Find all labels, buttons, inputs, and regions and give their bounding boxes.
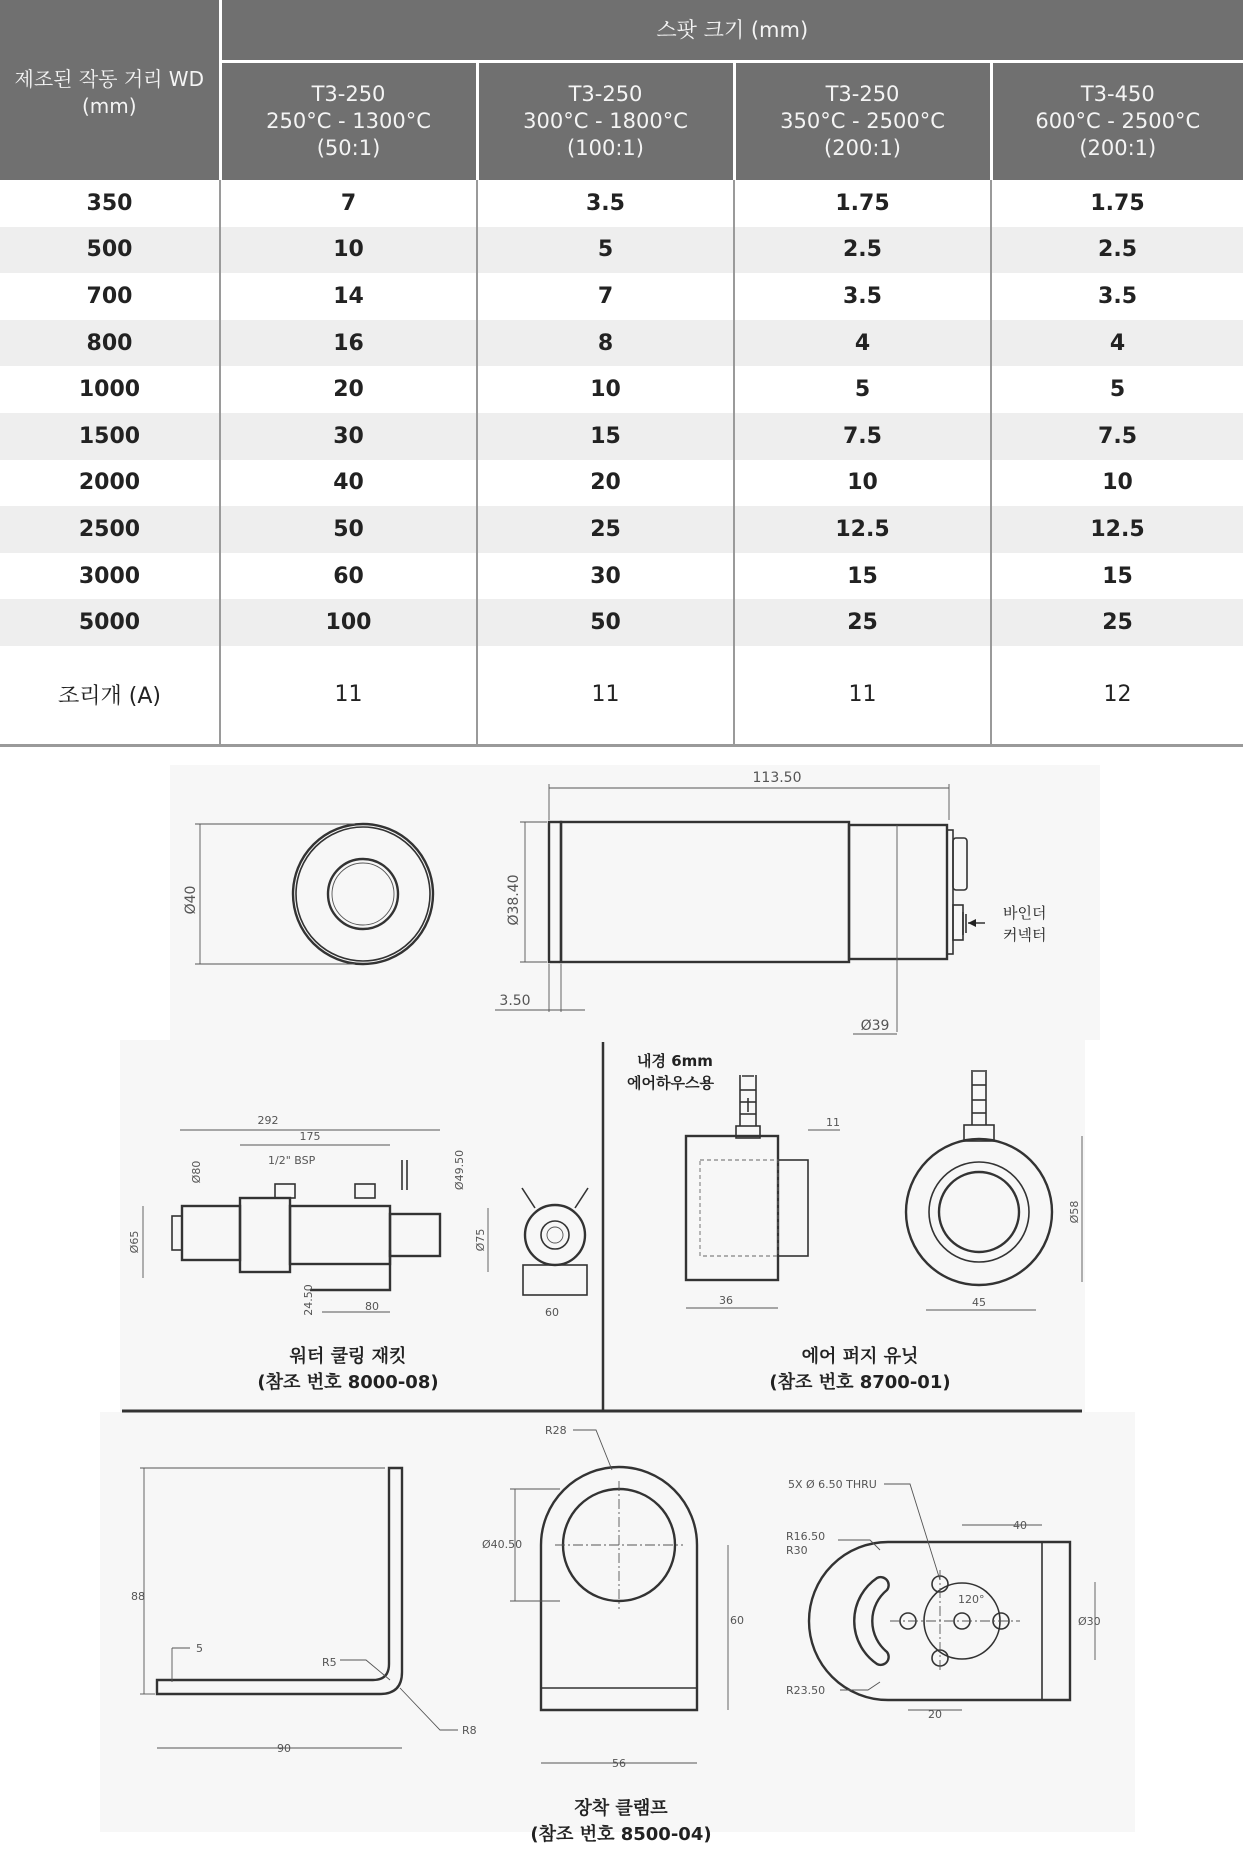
mc-d30: Ø30 (1078, 1615, 1101, 1628)
mc-r30: R30 (786, 1544, 808, 1557)
table-row: 800 16 8 4 4 (0, 320, 1243, 367)
mc-caption-2: (참조 번호 8500-04) (530, 1824, 712, 1845)
hose-label-2: 에어하우스용 (627, 1074, 714, 1092)
wj-caption-1: 워터 쿨링 재킷 (289, 1346, 407, 1367)
ap-d58: Ø58 (1068, 1200, 1081, 1224)
mc-caption-1: 장착 클램프 (574, 1798, 668, 1819)
dim-flange: 3.50 (499, 993, 531, 1009)
mc-r16: R16.50 (786, 1530, 826, 1543)
dim-rear-dia: Ø39 (860, 1018, 890, 1034)
wj-d65: Ø65 (128, 1230, 141, 1254)
mc-d40: Ø40.50 (482, 1538, 523, 1551)
mc-w20: 20 (928, 1708, 942, 1721)
table-row: 500 10 5 2.5 2.5 (0, 227, 1243, 274)
table-row: 2000 40 20 10 10 (0, 460, 1243, 507)
dim-front-dia: Ø40 (183, 885, 199, 915)
sensor-drawing-panel (170, 765, 1100, 1040)
table-row: 3000 60 30 15 15 (0, 553, 1243, 600)
ap-caption-2: (참조 번호 8700-01) (769, 1372, 951, 1393)
hose-label-1: 내경 6mm (637, 1052, 713, 1070)
ap-caption-1: 에어 퍼지 유닛 (801, 1346, 919, 1367)
mc-t5: 5 (196, 1642, 203, 1655)
mc-holes: 5X Ø 6.50 THRU (788, 1478, 877, 1491)
wd-header-line2: (mm) (81, 94, 137, 118)
mc-w90: 90 (277, 1742, 291, 1755)
ap-w36: 36 (719, 1294, 733, 1307)
aperture-row: 조리개 (A) 11 11 11 12 (0, 646, 1243, 746)
wj-d75: Ø75 (474, 1228, 487, 1252)
wd-header-line1: 제조된 작동 거리 WD (14, 67, 204, 91)
mc-a120: 120° (958, 1593, 985, 1606)
model-header: T3-250 350°C - 2500°C (200:1) (734, 62, 991, 181)
mc-r28: R28 (545, 1424, 567, 1437)
wj-caption-2: (참조 번호 8000-08) (257, 1372, 439, 1393)
mc-w56: 56 (612, 1757, 626, 1770)
table-row: 1500 30 15 7.5 7.5 (0, 413, 1243, 460)
mc-h60: 60 (730, 1614, 744, 1627)
table-row: 2500 50 25 12.5 12.5 (0, 506, 1243, 553)
wj-h24: 24.50 (302, 1284, 315, 1316)
ap-d11: 11 (826, 1116, 840, 1129)
model-header: T3-250 300°C - 1800°C (100:1) (477, 62, 734, 181)
mc-r8: R8 (462, 1724, 477, 1737)
table-row: 700 14 7 3.5 3.5 (0, 273, 1243, 320)
model-header: T3-450 600°C - 2500°C (200:1) (991, 62, 1243, 181)
mc-w40: 40 (1013, 1519, 1027, 1532)
table-row: 350 7 3.5 1.75 1.75 (0, 180, 1243, 227)
connector-label-2: 커넥터 (1003, 926, 1047, 944)
mc-r5: R5 (322, 1656, 337, 1669)
table-row: 1000 20 10 5 5 (0, 366, 1243, 413)
wj-w80: 80 (365, 1300, 379, 1313)
wj-thread: 1/2" BSP (268, 1154, 316, 1167)
wj-d80: Ø80 (190, 1160, 203, 1184)
spot-size-title: 스팟 크기 (mm) (220, 0, 1243, 62)
wj-inner: 175 (299, 1130, 321, 1143)
table-row: 5000 100 50 25 25 (0, 599, 1243, 646)
wj-d49: Ø49.50 (453, 1149, 466, 1191)
model-header: T3-250 250°C - 1300°C (50:1) (220, 62, 477, 181)
mc-h88: 88 (131, 1590, 145, 1603)
connector-label-1: 바인더 (1003, 904, 1047, 922)
wj-total: 292 (257, 1114, 279, 1127)
dim-body-dia: Ø38.40 (506, 874, 522, 926)
wj-w60: 60 (545, 1306, 559, 1319)
ap-w45: 45 (972, 1296, 986, 1309)
dim-length: 113.50 (752, 770, 802, 786)
mc-r23: R23.50 (786, 1684, 826, 1697)
